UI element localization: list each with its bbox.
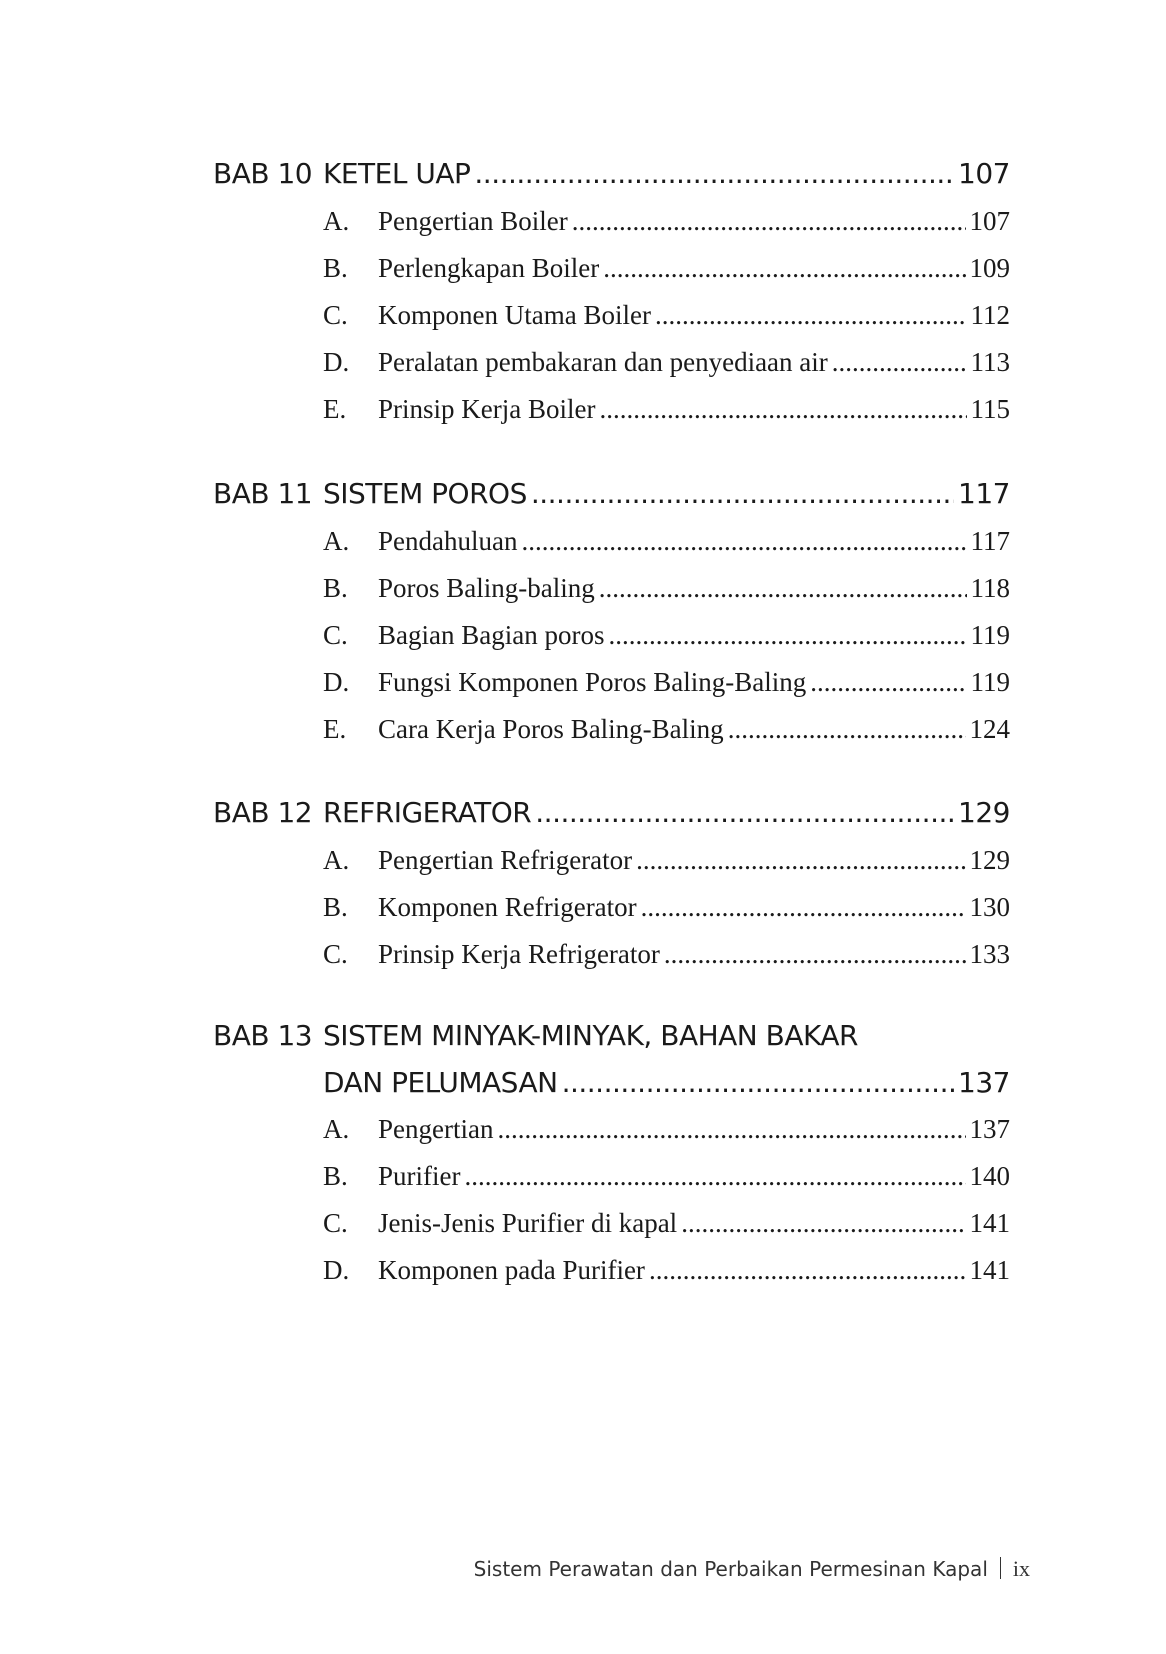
dot-leader: [810, 659, 966, 706]
chapter-label: BAB 13: [213, 1019, 313, 1052]
section-letter: C.: [323, 300, 348, 330]
chapter-page-number: 117: [958, 477, 1010, 510]
section-page-number: 129: [969, 845, 1010, 875]
section-title: Komponen Utama Boiler: [378, 300, 651, 330]
chapter-heading[interactable]: [213, 789, 1010, 837]
section-page-number: 137: [969, 1114, 1010, 1144]
toc-section[interactable]: [213, 518, 1010, 565]
section-page-number: 119: [970, 667, 1010, 697]
dot-leader: [608, 612, 966, 659]
dot-leader: [497, 1106, 965, 1153]
section-page-number: 141: [969, 1255, 1010, 1285]
dot-leader: [599, 386, 966, 433]
dot-leader: [636, 837, 965, 884]
section-letter: B.: [323, 892, 348, 922]
section-title: Purifier: [378, 1161, 461, 1191]
section-list: [213, 198, 1010, 433]
section-title: Fungsi Komponen Poros Baling-Baling: [378, 667, 807, 697]
section-title: Poros Baling-baling: [378, 573, 595, 603]
dot-leader: [474, 150, 954, 198]
toc-section[interactable]: [213, 612, 1010, 659]
dot-leader: [572, 198, 966, 245]
dot-leader: [464, 1153, 965, 1200]
toc-section[interactable]: [213, 706, 1010, 753]
dot-leader: [603, 245, 965, 292]
dot-leader: [832, 339, 967, 386]
chapter-page-number: 129: [958, 796, 1010, 829]
toc-section[interactable]: [213, 339, 1010, 386]
dot-leader: [641, 884, 966, 931]
section-letter: D.: [323, 667, 350, 697]
section-letter: D.: [323, 347, 350, 377]
toc-section[interactable]: [213, 198, 1010, 245]
section-letter: A.: [323, 526, 350, 556]
section-page-number: 133: [969, 939, 1010, 969]
chapter-label: BAB 12: [213, 796, 313, 829]
dot-leader: [521, 518, 966, 565]
section-title: Prinsip Kerja Boiler: [378, 394, 596, 424]
section-letter: E.: [323, 394, 347, 424]
section-letter: B.: [323, 573, 348, 603]
dot-leader: [681, 1200, 965, 1247]
section-letter: C.: [323, 620, 348, 650]
dot-leader: [664, 931, 966, 978]
chapter-page-number: 107: [958, 157, 1010, 190]
section-page-number: 118: [970, 573, 1010, 603]
toc-section[interactable]: [213, 837, 1010, 884]
section-title: Bagian Bagian poros: [378, 620, 605, 650]
toc-section[interactable]: [213, 1247, 1010, 1294]
dot-leader: [531, 470, 954, 518]
dot-leader: [655, 292, 967, 339]
dot-leader: [649, 1247, 966, 1294]
section-list: [213, 518, 1010, 753]
section-letter: B.: [323, 253, 348, 283]
toc-section[interactable]: [213, 931, 1010, 978]
chapter-title: SISTEM MINYAK-MINYAK, BAHAN BAKAR: [323, 1019, 858, 1052]
toc-section[interactable]: [213, 1153, 1010, 1200]
toc-chapter: [213, 470, 1010, 753]
toc-section[interactable]: [213, 1106, 1010, 1153]
chapter-title: KETEL UAP: [323, 157, 471, 190]
section-page-number: 117: [970, 526, 1010, 556]
toc-chapter: [213, 150, 1010, 433]
chapter-title: SISTEM POROS: [323, 477, 527, 510]
section-page-number: 124: [969, 714, 1010, 744]
section-list: [213, 837, 1010, 978]
toc-section[interactable]: [213, 1200, 1010, 1247]
section-title: Peralatan pembakaran dan penyediaan air: [378, 347, 828, 377]
section-letter: E.: [323, 714, 347, 744]
toc-chapter: [213, 789, 1010, 978]
dot-leader: [562, 1060, 954, 1106]
toc-section[interactable]: [213, 292, 1010, 339]
page-footer: [0, 1556, 1030, 1582]
chapter-heading-continued[interactable]: [213, 1060, 1010, 1106]
chapter-heading[interactable]: [213, 150, 1010, 198]
chapter-heading-continued-row: [323, 1060, 1010, 1106]
section-page-number: 109: [969, 253, 1010, 283]
dot-leader: [728, 706, 966, 753]
chapter-title: REFRIGERATOR: [323, 796, 532, 829]
section-title: Pendahuluan: [378, 526, 518, 556]
toc-section[interactable]: [213, 386, 1010, 433]
chapter-heading[interactable]: [213, 1012, 1010, 1060]
section-letter: C.: [323, 1208, 348, 1238]
section-list: [213, 1106, 1010, 1294]
section-page-number: 107: [969, 206, 1010, 236]
section-page-number: 113: [970, 347, 1010, 377]
section-title: Komponen Refrigerator: [378, 892, 637, 922]
section-letter: C.: [323, 939, 348, 969]
toc-chapter: [213, 1012, 1010, 1294]
section-page-number: 119: [970, 620, 1010, 650]
toc-section[interactable]: [213, 659, 1010, 706]
chapter-heading[interactable]: [213, 470, 1010, 518]
section-letter: A.: [323, 845, 350, 875]
section-page-number: 112: [970, 300, 1010, 330]
chapter-page-number: 137: [958, 1066, 1010, 1099]
chapter-title-continued: DAN PELUMASAN: [323, 1066, 558, 1099]
chapter-label: BAB 11: [213, 477, 313, 510]
page-number: ix: [1012, 1556, 1030, 1581]
section-letter: D.: [323, 1255, 350, 1285]
section-title: Pengertian: [378, 1114, 494, 1144]
toc-section[interactable]: [213, 565, 1010, 612]
section-page-number: 140: [969, 1161, 1010, 1191]
section-page-number: 130: [969, 892, 1010, 922]
section-title: Jenis-Jenis Purifier di kapal: [378, 1208, 678, 1238]
dot-leader: [535, 789, 954, 837]
section-title: Pengertian Refrigerator: [378, 845, 633, 875]
section-page-number: 141: [969, 1208, 1010, 1238]
section-title: Prinsip Kerja Refrigerator: [378, 939, 660, 969]
section-letter: A.: [323, 1114, 350, 1144]
section-title: Pengertian Boiler: [378, 206, 568, 236]
section-title: Perlengkapan Boiler: [378, 253, 600, 283]
chapter-label: BAB 10: [213, 157, 313, 190]
section-page-number: 115: [970, 394, 1010, 424]
toc-section[interactable]: [213, 245, 1010, 292]
running-title: Sistem Perawatan dan Perbaikan Permesinan Kapal: [473, 1557, 988, 1581]
dot-leader: [599, 565, 967, 612]
section-letter: A.: [323, 206, 350, 236]
section-title: Komponen pada Purifier: [378, 1255, 645, 1285]
section-title: Cara Kerja Poros Baling-Baling: [378, 714, 724, 744]
footer-divider: [1000, 1557, 1001, 1579]
section-letter: B.: [323, 1161, 348, 1191]
toc-section[interactable]: [213, 884, 1010, 931]
